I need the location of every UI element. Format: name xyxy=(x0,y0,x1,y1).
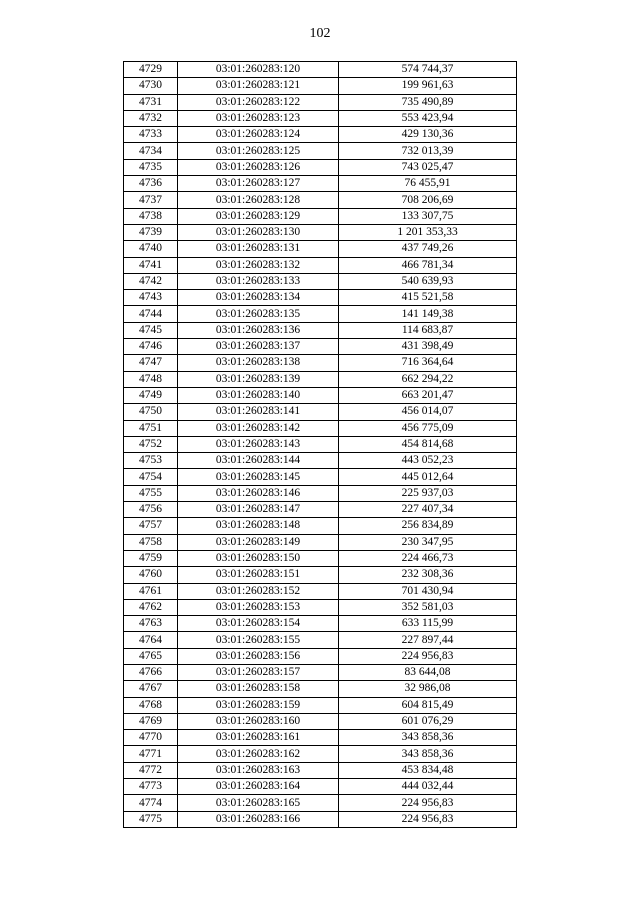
value-cell: 743 025,47 xyxy=(339,159,517,175)
row-number-cell: 4756 xyxy=(124,502,178,518)
cadastral-number-cell: 03:01:260283:153 xyxy=(178,599,339,615)
table-row xyxy=(124,811,517,827)
value-cell: 133 307,75 xyxy=(339,208,517,224)
value-cell: 735 490,89 xyxy=(339,94,517,110)
cadastral-number-cell: 03:01:260283:140 xyxy=(178,387,339,403)
row-number-cell: 4749 xyxy=(124,387,178,403)
table-row xyxy=(124,762,517,778)
value-cell: 343 858,36 xyxy=(339,746,517,762)
value-cell: 701 430,94 xyxy=(339,583,517,599)
cadastral-number-cell: 03:01:260283:165 xyxy=(178,795,339,811)
value-cell: 453 834,48 xyxy=(339,762,517,778)
value-cell: 224 956,83 xyxy=(339,648,517,664)
cadastral-number-cell: 03:01:260283:152 xyxy=(178,583,339,599)
table-row xyxy=(124,387,517,403)
cadastral-number-cell: 03:01:260283:122 xyxy=(178,94,339,110)
table-row xyxy=(124,208,517,224)
table-row xyxy=(124,420,517,436)
cadastral-number-cell: 03:01:260283:146 xyxy=(178,485,339,501)
row-number-cell: 4743 xyxy=(124,290,178,306)
table-row xyxy=(124,159,517,175)
cadastral-number-cell: 03:01:260283:159 xyxy=(178,697,339,713)
row-number-cell: 4760 xyxy=(124,567,178,583)
row-number-cell: 4772 xyxy=(124,762,178,778)
table-row xyxy=(124,62,517,78)
table-row xyxy=(124,322,517,338)
page-number: 102 xyxy=(309,26,331,41)
value-cell: 443 052,23 xyxy=(339,453,517,469)
table-row xyxy=(124,94,517,110)
cadastral-number-cell: 03:01:260283:126 xyxy=(178,159,339,175)
value-cell: 466 781,34 xyxy=(339,257,517,273)
table-row xyxy=(124,453,517,469)
value-cell: 574 744,37 xyxy=(339,62,517,78)
cadastral-number-cell: 03:01:260283:144 xyxy=(178,453,339,469)
row-number-cell: 4732 xyxy=(124,110,178,126)
table-row xyxy=(124,355,517,371)
value-cell: 716 364,64 xyxy=(339,355,517,371)
table-row xyxy=(124,176,517,192)
table-row xyxy=(124,746,517,762)
table-row xyxy=(124,502,517,518)
value-cell: 708 206,69 xyxy=(339,192,517,208)
cadastral-number-cell: 03:01:260283:157 xyxy=(178,664,339,680)
cadastral-number-cell: 03:01:260283:120 xyxy=(178,62,339,78)
table-row xyxy=(124,697,517,713)
value-cell: 232 308,36 xyxy=(339,567,517,583)
table-row xyxy=(124,436,517,452)
row-number-cell: 4755 xyxy=(124,485,178,501)
cadastral-number-cell: 03:01:260283:154 xyxy=(178,616,339,632)
row-number-cell: 4751 xyxy=(124,420,178,436)
row-number-cell: 4773 xyxy=(124,779,178,795)
row-number-cell: 4740 xyxy=(124,241,178,257)
table-row xyxy=(124,779,517,795)
cadastral-number-cell: 03:01:260283:145 xyxy=(178,469,339,485)
table-row xyxy=(124,127,517,143)
row-number-cell: 4747 xyxy=(124,355,178,371)
table-row xyxy=(124,730,517,746)
table-row xyxy=(124,534,517,550)
table-row xyxy=(124,518,517,534)
table-row xyxy=(124,583,517,599)
table-row xyxy=(124,567,517,583)
row-number-cell: 4759 xyxy=(124,550,178,566)
table-row xyxy=(124,632,517,648)
table-body xyxy=(124,62,517,828)
row-number-cell: 4730 xyxy=(124,78,178,94)
row-number-cell: 4735 xyxy=(124,159,178,175)
cadastral-number-cell: 03:01:260283:164 xyxy=(178,779,339,795)
table-row xyxy=(124,192,517,208)
value-cell: 199 961,63 xyxy=(339,78,517,94)
cadastral-number-cell: 03:01:260283:135 xyxy=(178,306,339,322)
row-number-cell: 4767 xyxy=(124,681,178,697)
value-cell: 352 581,03 xyxy=(339,599,517,615)
row-number-cell: 4753 xyxy=(124,453,178,469)
row-number-cell: 4736 xyxy=(124,176,178,192)
cadastral-number-cell: 03:01:260283:141 xyxy=(178,404,339,420)
cadastral-number-cell: 03:01:260283:128 xyxy=(178,192,339,208)
row-number-cell: 4741 xyxy=(124,257,178,273)
row-number-cell: 4763 xyxy=(124,616,178,632)
cadastral-number-cell: 03:01:260283:156 xyxy=(178,648,339,664)
value-cell: 227 407,34 xyxy=(339,502,517,518)
table-row xyxy=(124,290,517,306)
table-row xyxy=(124,713,517,729)
value-cell: 732 013,39 xyxy=(339,143,517,159)
cadastral-number-cell: 03:01:260283:147 xyxy=(178,502,339,518)
table-row xyxy=(124,78,517,94)
row-number-cell: 4775 xyxy=(124,811,178,827)
table-row xyxy=(124,648,517,664)
value-cell: 343 858,36 xyxy=(339,730,517,746)
cadastral-number-cell: 03:01:260283:150 xyxy=(178,550,339,566)
value-cell: 456 014,07 xyxy=(339,404,517,420)
cadastral-number-cell: 03:01:260283:149 xyxy=(178,534,339,550)
row-number-cell: 4752 xyxy=(124,436,178,452)
cadastral-number-cell: 03:01:260283:139 xyxy=(178,371,339,387)
table-row xyxy=(124,273,517,289)
row-number-cell: 4762 xyxy=(124,599,178,615)
value-cell: 456 775,09 xyxy=(339,420,517,436)
cadastral-number-cell: 03:01:260283:160 xyxy=(178,713,339,729)
value-cell: 444 032,44 xyxy=(339,779,517,795)
cadastral-number-cell: 03:01:260283:163 xyxy=(178,762,339,778)
cadastral-number-cell: 03:01:260283:137 xyxy=(178,339,339,355)
value-cell: 415 521,58 xyxy=(339,290,517,306)
value-cell: 601 076,29 xyxy=(339,713,517,729)
table-row xyxy=(124,371,517,387)
value-cell: 76 455,91 xyxy=(339,176,517,192)
value-cell: 553 423,94 xyxy=(339,110,517,126)
row-number-cell: 4746 xyxy=(124,339,178,355)
table-row xyxy=(124,241,517,257)
value-cell: 141 149,38 xyxy=(339,306,517,322)
cadastral-number-cell: 03:01:260283:132 xyxy=(178,257,339,273)
row-number-cell: 4733 xyxy=(124,127,178,143)
cadastral-number-cell: 03:01:260283:121 xyxy=(178,78,339,94)
row-number-cell: 4739 xyxy=(124,224,178,240)
row-number-cell: 4770 xyxy=(124,730,178,746)
table-row xyxy=(124,599,517,615)
row-number-cell: 4757 xyxy=(124,518,178,534)
table-row xyxy=(124,257,517,273)
value-cell: 662 294,22 xyxy=(339,371,517,387)
table-row xyxy=(124,404,517,420)
value-cell: 225 937,03 xyxy=(339,485,517,501)
cadastral-number-cell: 03:01:260283:142 xyxy=(178,420,339,436)
row-number-cell: 4768 xyxy=(124,697,178,713)
value-cell: 1 201 353,33 xyxy=(339,224,517,240)
row-number-cell: 4745 xyxy=(124,322,178,338)
table-row xyxy=(124,664,517,680)
value-cell: 224 466,73 xyxy=(339,550,517,566)
cadastral-number-cell: 03:01:260283:134 xyxy=(178,290,339,306)
value-cell: 114 683,87 xyxy=(339,322,517,338)
table-row xyxy=(124,681,517,697)
row-number-cell: 4764 xyxy=(124,632,178,648)
row-number-cell: 4771 xyxy=(124,746,178,762)
row-number-cell: 4766 xyxy=(124,664,178,680)
cadastral-number-cell: 03:01:260283:151 xyxy=(178,567,339,583)
row-number-cell: 4750 xyxy=(124,404,178,420)
value-cell: 83 644,08 xyxy=(339,664,517,680)
table-row xyxy=(124,550,517,566)
cadastral-number-cell: 03:01:260283:158 xyxy=(178,681,339,697)
table-row xyxy=(124,469,517,485)
cadastral-number-cell: 03:01:260283:162 xyxy=(178,746,339,762)
row-number-cell: 4731 xyxy=(124,94,178,110)
cadastral-number-cell: 03:01:260283:130 xyxy=(178,224,339,240)
cadastral-number-cell: 03:01:260283:124 xyxy=(178,127,339,143)
value-cell: 437 749,26 xyxy=(339,241,517,257)
value-cell: 540 639,93 xyxy=(339,273,517,289)
value-cell: 224 956,83 xyxy=(339,811,517,827)
row-number-cell: 4737 xyxy=(124,192,178,208)
row-number-cell: 4748 xyxy=(124,371,178,387)
cadastral-number-cell: 03:01:260283:131 xyxy=(178,241,339,257)
row-number-cell: 4765 xyxy=(124,648,178,664)
row-number-cell: 4754 xyxy=(124,469,178,485)
row-number-cell: 4744 xyxy=(124,306,178,322)
cadastral-number-cell: 03:01:260283:129 xyxy=(178,208,339,224)
table-row xyxy=(124,110,517,126)
cadastral-number-cell: 03:01:260283:138 xyxy=(178,355,339,371)
value-cell: 256 834,89 xyxy=(339,518,517,534)
row-number-cell: 4738 xyxy=(124,208,178,224)
value-cell: 445 012,64 xyxy=(339,469,517,485)
table-row xyxy=(124,616,517,632)
row-number-cell: 4729 xyxy=(124,62,178,78)
cadastral-value-table xyxy=(123,61,517,828)
row-number-cell: 4769 xyxy=(124,713,178,729)
value-cell: 431 398,49 xyxy=(339,339,517,355)
cadastral-number-cell: 03:01:260283:127 xyxy=(178,176,339,192)
value-cell: 224 956,83 xyxy=(339,795,517,811)
table-row xyxy=(124,795,517,811)
cadastral-number-cell: 03:01:260283:148 xyxy=(178,518,339,534)
table-row xyxy=(124,339,517,355)
value-cell: 663 201,47 xyxy=(339,387,517,403)
row-number-cell: 4742 xyxy=(124,273,178,289)
table-row xyxy=(124,224,517,240)
cadastral-number-cell: 03:01:260283:136 xyxy=(178,322,339,338)
value-cell: 32 986,08 xyxy=(339,681,517,697)
table-row xyxy=(124,306,517,322)
value-cell: 429 130,36 xyxy=(339,127,517,143)
value-cell: 604 815,49 xyxy=(339,697,517,713)
row-number-cell: 4734 xyxy=(124,143,178,159)
row-number-cell: 4761 xyxy=(124,583,178,599)
cadastral-number-cell: 03:01:260283:161 xyxy=(178,730,339,746)
cadastral-number-cell: 03:01:260283:155 xyxy=(178,632,339,648)
cadastral-number-cell: 03:01:260283:143 xyxy=(178,436,339,452)
value-cell: 454 814,68 xyxy=(339,436,517,452)
value-cell: 230 347,95 xyxy=(339,534,517,550)
row-number-cell: 4774 xyxy=(124,795,178,811)
table-row xyxy=(124,485,517,501)
value-cell: 227 897,44 xyxy=(339,632,517,648)
cadastral-number-cell: 03:01:260283:166 xyxy=(178,811,339,827)
cadastral-number-cell: 03:01:260283:123 xyxy=(178,110,339,126)
cadastral-number-cell: 03:01:260283:125 xyxy=(178,143,339,159)
cadastral-number-cell: 03:01:260283:133 xyxy=(178,273,339,289)
value-cell: 633 115,99 xyxy=(339,616,517,632)
table-row xyxy=(124,143,517,159)
row-number-cell: 4758 xyxy=(124,534,178,550)
